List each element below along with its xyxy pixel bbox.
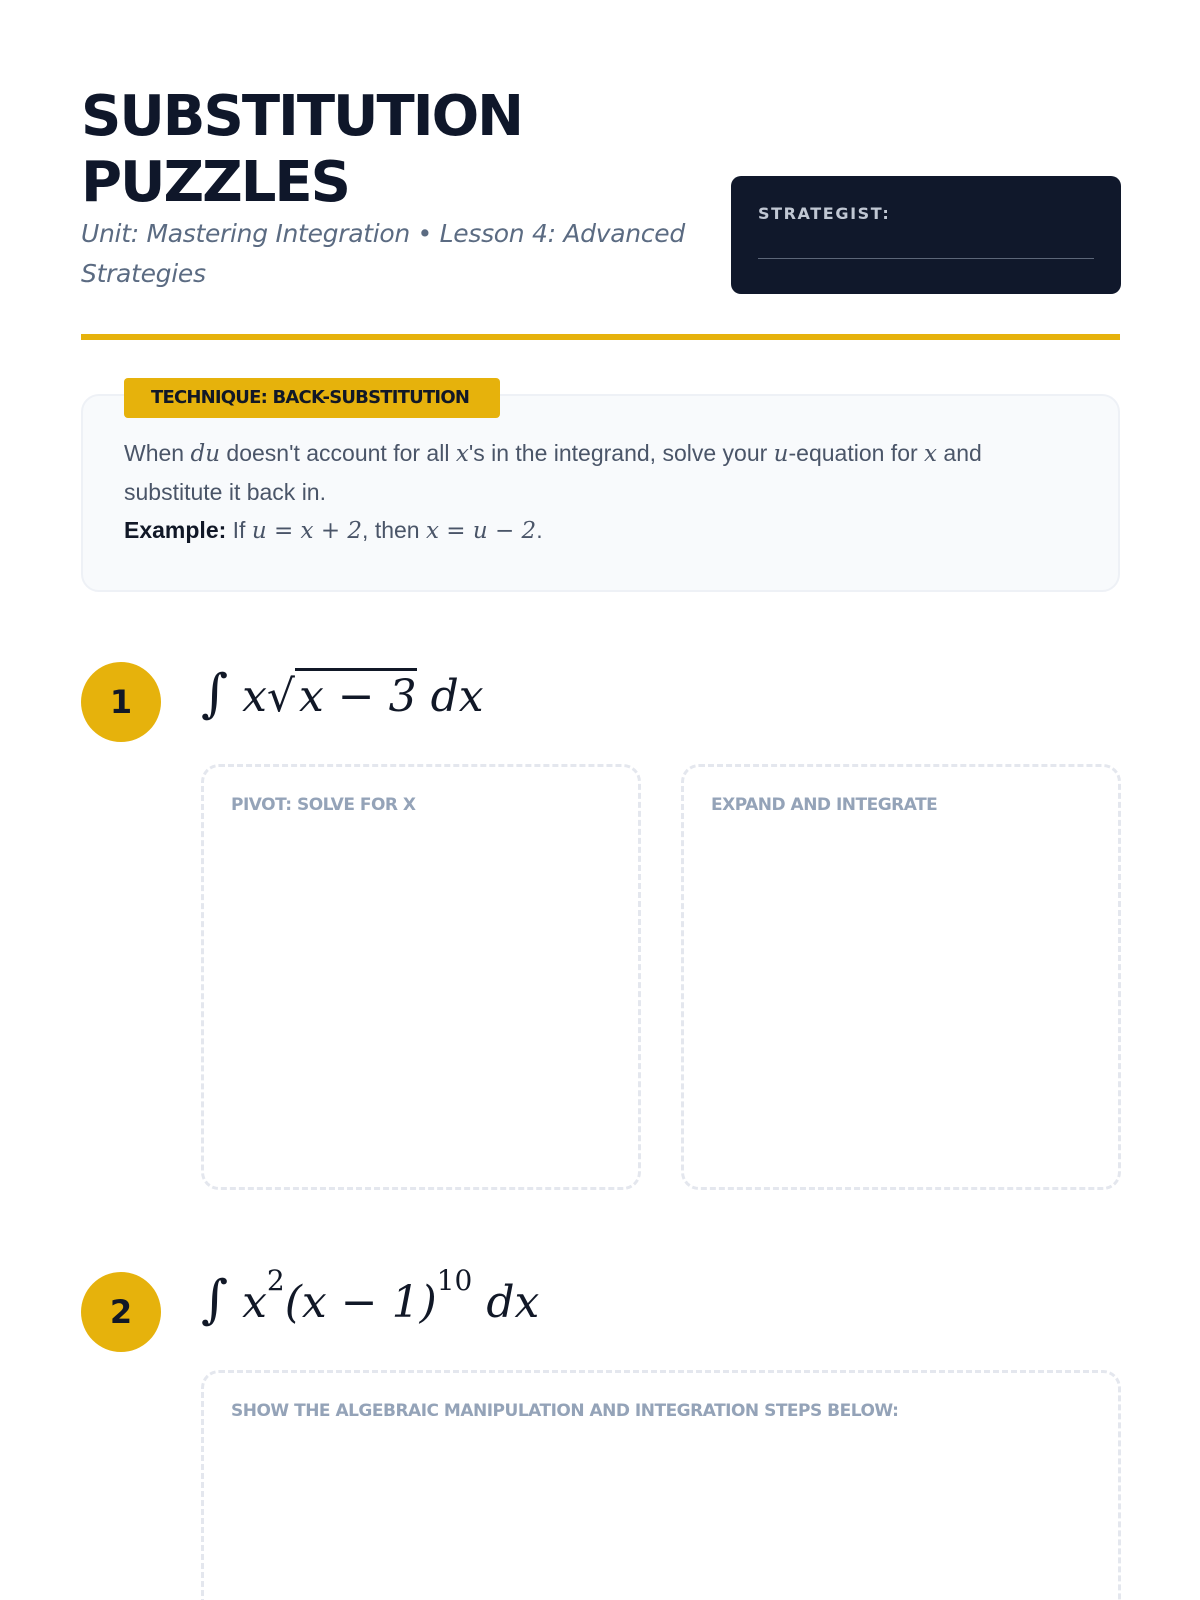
work-box-label: EXPAND AND INTEGRATE xyxy=(711,795,938,815)
technique-text: When xyxy=(124,440,191,466)
technique-description xyxy=(124,434,1074,550)
page-title xyxy=(81,84,721,216)
work-box-label: SHOW THE ALGEBRAIC MANIPULATION AND INTEGRATION STEPS BELOW: xyxy=(231,1401,899,1421)
exponent: 2 xyxy=(266,1264,285,1297)
worksheet-page xyxy=(81,0,1120,1600)
technique-tag: TECHNIQUE: BACK-SUBSTITUTION xyxy=(124,378,500,418)
problem-2-integral xyxy=(201,1264,540,1330)
title-line-2: PUZZLES xyxy=(81,150,349,215)
math-x: x xyxy=(455,441,469,467)
differential: dx xyxy=(430,671,484,722)
strategist-name-line[interactable] xyxy=(758,258,1094,259)
problem-number-badge: 1 xyxy=(81,662,161,742)
math-u: u xyxy=(773,441,789,467)
technique-text: 's in the integrand, solve your xyxy=(468,440,774,466)
technique-card xyxy=(81,394,1120,592)
integral-sign: ∫ xyxy=(201,1270,229,1330)
work-box-label: PIVOT: SOLVE FOR X xyxy=(231,795,416,815)
example-text: If xyxy=(226,517,252,543)
problem-number-badge: 2 xyxy=(81,1272,161,1352)
example-math: x = u − 2 xyxy=(425,518,537,544)
integral-sign: ∫ xyxy=(201,664,229,724)
technique-text: and substitute it back in. xyxy=(124,440,982,505)
technique-text: doesn't account for all xyxy=(220,440,456,466)
math-term: (x − 1) xyxy=(284,1277,437,1328)
math-x: x xyxy=(924,441,938,467)
radicand: x − 3 xyxy=(295,668,417,722)
strategist-name-box xyxy=(731,176,1121,294)
problem-1-integral xyxy=(201,664,484,724)
math-term: x xyxy=(242,671,267,722)
exponent: 10 xyxy=(436,1264,473,1297)
example-label: Example: xyxy=(124,517,227,543)
page-subtitle: Unit: Mastering Integration • Lesson 4: Advanced Strategies xyxy=(81,219,685,288)
math-term: x xyxy=(242,1277,267,1328)
worksheet-header xyxy=(81,84,1120,340)
work-box-expand[interactable] xyxy=(681,764,1121,1190)
differential: dx xyxy=(486,1277,540,1328)
radical-sign: √ xyxy=(266,671,295,722)
example-math: u = x + 2 xyxy=(251,518,363,544)
title-line-1: SUBSTITUTION xyxy=(81,84,523,149)
header-divider xyxy=(81,334,1120,340)
technique-text: -equation for xyxy=(788,440,925,466)
work-box-steps[interactable] xyxy=(201,1370,1121,1600)
math-du: du xyxy=(190,441,221,467)
example-text: . xyxy=(536,517,543,543)
work-box-pivot[interactable] xyxy=(201,764,641,1190)
strategist-label: STRATEGIST: xyxy=(758,204,891,223)
example-text: , then xyxy=(362,517,426,543)
